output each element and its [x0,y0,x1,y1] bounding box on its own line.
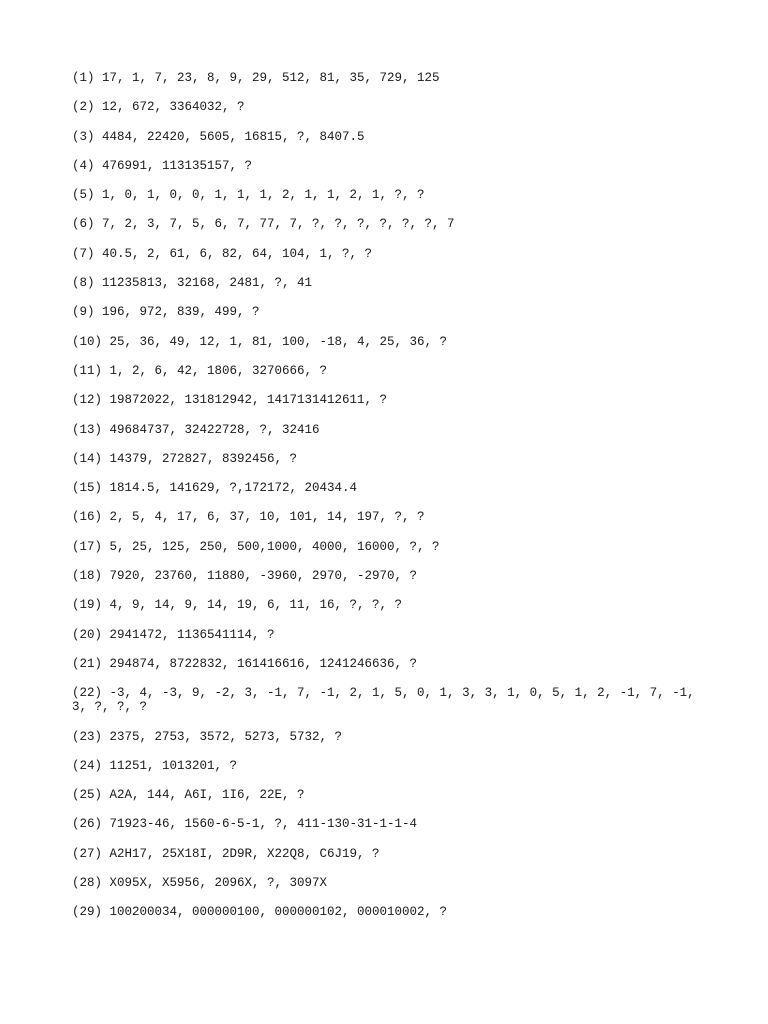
sequence-line-8: (8) 11235813, 32168, 2481, ?, 41 [72,276,313,291]
sequence-line-18: (18) 7920, 23760, 11880, -3960, 2970, -2970, ? [72,569,418,584]
sequence-line-10: (10) 25, 36, 49, 12, 1, 81, 100, -18, 4, 25, 36, ? [72,334,448,349]
sequence-line-9: (9) 196, 972, 839, 499, ? [72,305,260,320]
sequence-line-7: (7) 40.5, 2, 61, 6, 82, 64, 104, 1, ?, ? [72,246,373,261]
sequence-line-5: (5) 1, 0, 1, 0, 0, 1, 1, 1, 2, 1, 1, 2, 1, ?, ? [72,188,425,203]
sequence-line-27: (27) A2H17, 25X18I, 2D9R, X22Q8, C6J19, ? [72,846,380,861]
puzzle-sequence-list [72,71,708,935]
sequence-line-20: (20) 2941472, 1136541114, ? [72,627,275,642]
sequence-line-19: (19) 4, 9, 14, 9, 14, 19, 6, 11, 16, ?, ?, ? [72,598,403,613]
sequence-line-4: (4) 476991, 113135157, ? [72,158,253,173]
sequence-line-13: (13) 49684737, 32422728, ?, 32416 [72,422,320,437]
sequence-line-22: (22) -3, 4, -3, 9, -2, 3, -1, 7, -1, 2, 1, 5, 0, 1, 3, 3, 1, 0, 5, 1, 2, -1, 7, -1, 3, ?, ?, ? [72,686,703,715]
sequence-line-25: (25) A2A, 144, A6I, 1I6, 22E, ? [72,788,305,803]
sequence-line-28: (28) X095X, X5956, 2096X, ?, 3097X [72,876,328,891]
sequence-line-2: (2) 12, 672, 3364032, ? [72,100,245,115]
sequence-line-11: (11) 1, 2, 6, 42, 1806, 3270666, ? [72,363,328,378]
sequence-line-21: (21) 294874, 8722832, 161416616, 1241246636, ? [72,656,418,671]
sequence-line-1: (1) 17, 1, 7, 23, 8, 9, 29, 512, 81, 35, 729, 125 [72,71,440,85]
sequence-line-29: (29) 100200034, 000000100, 000000102, 000010002, ? [72,905,448,920]
sequence-line-26: (26) 71923-46, 1560-6-5-1, ?, 411-130-31-1-1-4 [72,817,418,832]
sequence-line-23: (23) 2375, 2753, 3572, 5273, 5732, ? [72,729,343,744]
sequence-line-15: (15) 1814.5, 141629, ?,172172, 20434.4 [72,481,358,496]
sequence-line-3: (3) 4484, 22420, 5605, 16815, ?, 8407.5 [72,129,365,144]
sequence-line-12: (12) 19872022, 131812942, 1417131412611, ? [72,393,388,408]
sequence-line-16: (16) 2, 5, 4, 17, 6, 37, 10, 101, 14, 197, ?, ? [72,510,425,525]
sequence-line-6: (6) 7, 2, 3, 7, 5, 6, 7, 77, 7, ?, ?, ?, ?, ?, ?, 7 [72,217,455,232]
sequence-line-24: (24) 11251, 1013201, ? [72,758,238,773]
sequence-line-14: (14) 14379, 272827, 8392456, ? [72,451,298,466]
sequence-line-17: (17) 5, 25, 125, 250, 500,1000, 4000, 16000, ?, ? [72,539,440,554]
